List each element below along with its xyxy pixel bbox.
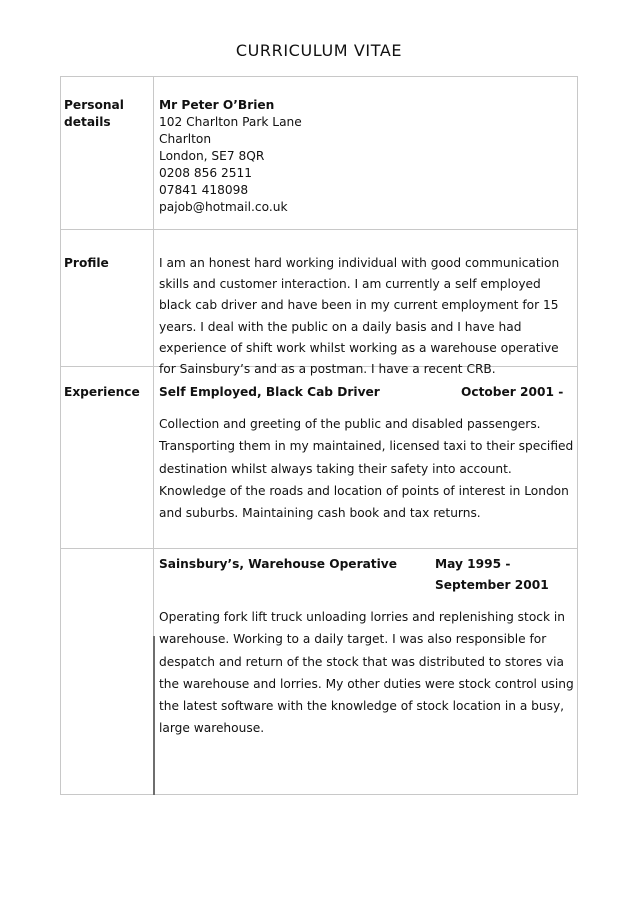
profile-line: I am an honest hard working individual with good communication [159, 256, 560, 270]
job2-line: despatch and return of the stock that was distributed to stores via [159, 654, 565, 669]
job1-description [159, 413, 573, 524]
table-border-bottom [60, 794, 578, 795]
job1-line: destination whilst always taking their safety into account. [159, 461, 512, 476]
job2-line: large warehouse. [159, 721, 265, 736]
cv-table [60, 76, 578, 795]
job2-line: the latest software with the knowledge of stock location in a busy, [159, 699, 565, 714]
profile-line: black cab driver and have been in my current employment for 15 [159, 298, 559, 313]
personal-details [159, 97, 302, 216]
row-divider-personal [60, 229, 578, 230]
job2-title: Sainsbury’s, Warehouse Operative [159, 557, 398, 571]
job1-line: Collection and greeting of the public and disabled passengers. [159, 417, 541, 431]
job2-line: Operating fork lift truck unloading lorries and replenishing stock in [159, 610, 566, 624]
column-divider-dark [153, 636, 155, 795]
profile-text [159, 253, 559, 380]
address-line: Charlton [159, 132, 212, 146]
job2-dates-line2: September 2001 [435, 578, 549, 593]
job2-description [159, 606, 574, 740]
job1-line: Knowledge of the roads and location of points of interest in London [159, 483, 569, 498]
personal-label-line2: details [64, 115, 111, 129]
table-border-left [60, 76, 61, 795]
job1-title: Self Employed, Black Cab Driver [159, 385, 380, 399]
table-border-right [577, 76, 578, 795]
job1-line: Transporting them in my maintained, licensed taxi to their specified [159, 439, 574, 454]
table-border-top [60, 76, 578, 77]
personal-label-line1: Personal [64, 98, 124, 112]
profile-line: for Sainsbury’s and as a postman. I have a recent CRB. [159, 362, 496, 377]
profile-line: years. I deal with the public on a daily basis and I have had [159, 319, 522, 334]
profile-label: Profile [64, 256, 109, 270]
profile-line: skills and customer interaction. I am currently a self employed [159, 277, 541, 292]
person-name: Mr Peter O’Brien [159, 98, 275, 112]
phone-mobile: 07841 418098 [159, 183, 249, 197]
experience-label: Experience [64, 385, 140, 399]
address-line: London, SE7 8QR [159, 149, 265, 163]
column-divider [153, 76, 154, 636]
job2-line: warehouse. Working to a daily target. I was also responsible for [159, 632, 547, 647]
job2-dates-line1: May 1995 - [435, 557, 511, 571]
email-address: pajob@hotmail.co.uk [159, 200, 288, 214]
job1-line: and suburbs. Maintaining cash book and tax returns. [159, 506, 481, 521]
job2-dates [435, 554, 549, 596]
job2-line: the warehouse and lorries. My other duties were stock control using [159, 676, 574, 691]
document-title: CURRICULUM VITAE [235, 41, 403, 60]
phone-landline: 0208 856 2511 [159, 166, 253, 180]
row-divider-experience [60, 548, 578, 549]
profile-line: experience of shift work whilst working as a warehouse operative [159, 340, 559, 355]
address-line: 102 Charlton Park Lane [159, 115, 302, 129]
personal-label [64, 97, 152, 131]
job1-dates: October 2001 - [461, 385, 564, 399]
